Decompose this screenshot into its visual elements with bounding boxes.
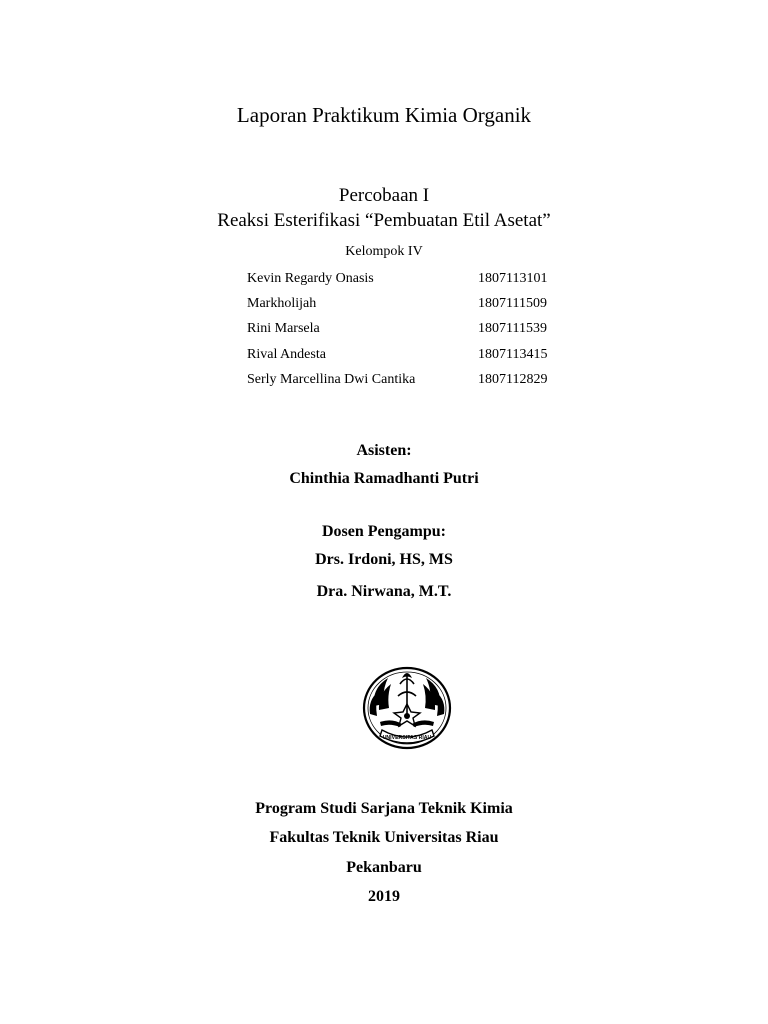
member-name: Markholijah bbox=[247, 296, 317, 312]
logo-ribbon-text: UNIVERSITAS RIAU bbox=[382, 735, 432, 741]
lecturer-name: Drs. Irdoni, HS, MS bbox=[315, 551, 453, 568]
report-title: Laporan Praktikum Kimia Organik bbox=[236, 103, 532, 127]
member-list bbox=[247, 266, 587, 392]
report-year: 2019 bbox=[368, 888, 400, 905]
member-name: Serly Marcellina Dwi Cantika bbox=[247, 371, 416, 387]
program-name: Program Studi Sarjana Teknik Kimia bbox=[255, 800, 513, 817]
member-nim: 1807111539 bbox=[478, 321, 547, 337]
member-row bbox=[247, 266, 587, 291]
lecturer-name: Dra. Nirwana, M.T. bbox=[316, 583, 452, 600]
member-row bbox=[247, 342, 587, 367]
member-name: Rival Andesta bbox=[247, 346, 326, 362]
member-name: Rini Marsela bbox=[247, 321, 320, 337]
lecturer-label: Dosen Pengampu: bbox=[321, 523, 446, 540]
assistant-label: Asisten: bbox=[356, 442, 412, 459]
member-row bbox=[247, 291, 587, 316]
faculty-name: Fakultas Teknik Universitas Riau bbox=[269, 829, 499, 846]
group-label: Kelompok IV bbox=[345, 244, 423, 259]
member-nim: 1807113415 bbox=[478, 346, 548, 362]
member-name: Kevin Regardy Onasis bbox=[247, 271, 374, 286]
experiment-number: Percobaan I bbox=[338, 185, 430, 206]
experiment-title: Reaksi Esterifikasi “Pembuatan Etil Asetat” bbox=[217, 210, 551, 231]
university-emblem-icon bbox=[362, 666, 452, 750]
member-row bbox=[247, 367, 587, 392]
member-nim: 1807113101 bbox=[478, 271, 548, 286]
member-row bbox=[247, 316, 587, 341]
member-nim: 1807112829 bbox=[478, 371, 548, 387]
member-nim: 1807111509 bbox=[478, 296, 547, 312]
city-name: Pekanbaru bbox=[346, 859, 422, 876]
assistant-name: Chinthia Ramadhanti Putri bbox=[289, 470, 479, 487]
